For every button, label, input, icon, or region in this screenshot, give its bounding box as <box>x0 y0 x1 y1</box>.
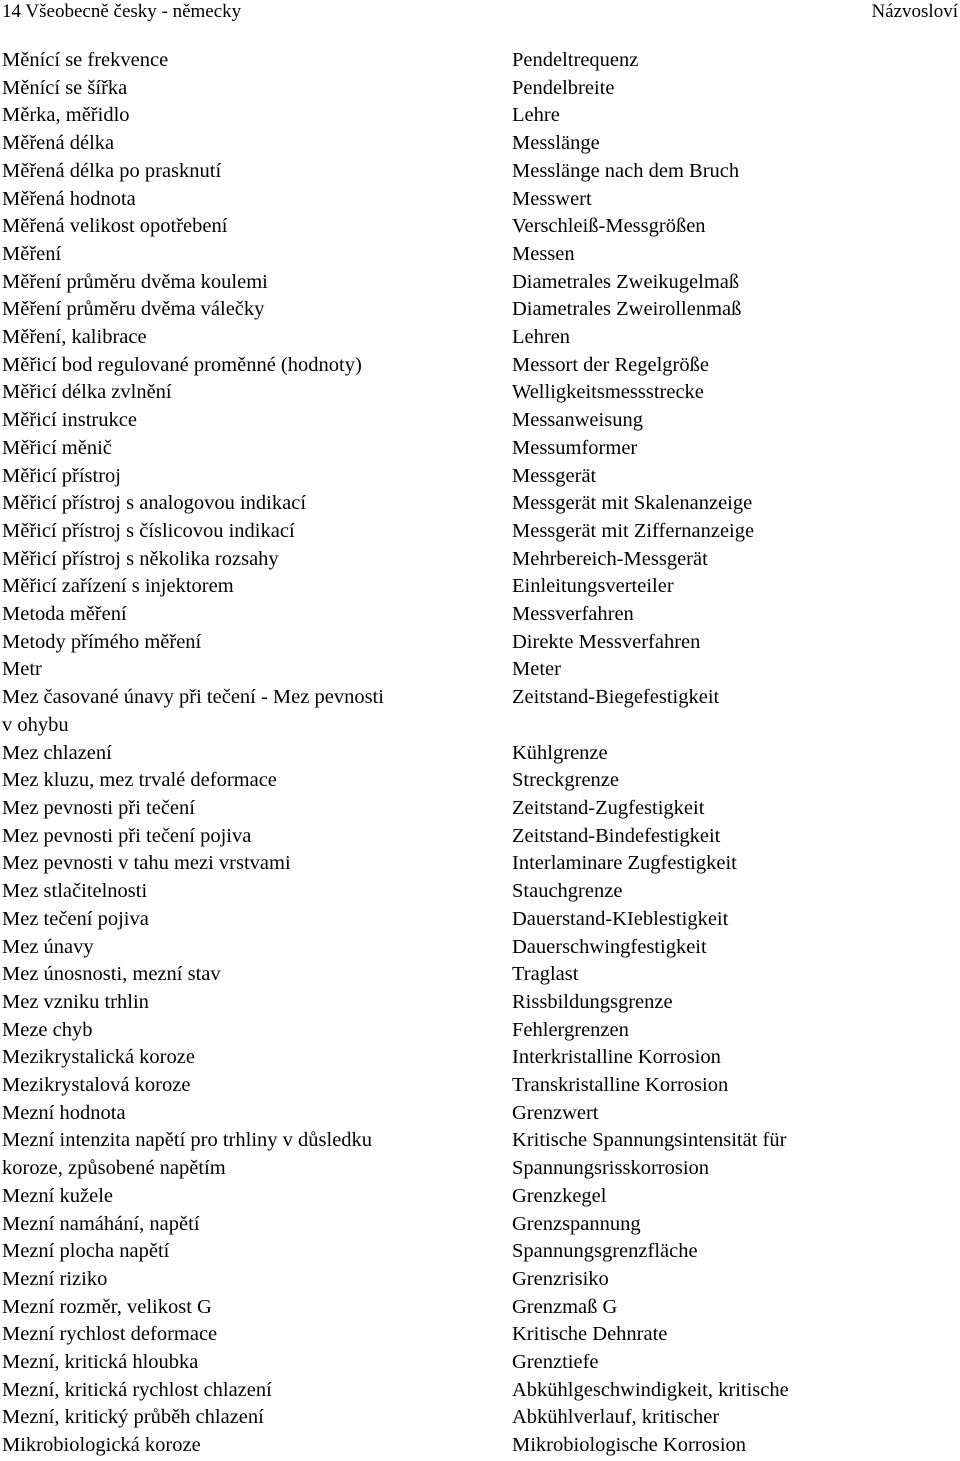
german-term-line: Meter <box>512 658 561 681</box>
german-term <box>512 1044 960 1072</box>
czech-term <box>0 1266 512 1294</box>
german-term <box>512 795 960 823</box>
czech-term <box>0 1377 512 1405</box>
czech-term-line: Měřicí délka zvlnění <box>2 381 172 404</box>
german-term-line: Lehren <box>512 326 571 349</box>
german-term <box>512 435 960 463</box>
czech-term-line: Mezní hodnota <box>2 1101 126 1124</box>
german-term <box>512 241 960 269</box>
german-term <box>512 1404 960 1432</box>
czech-term <box>0 1127 512 1182</box>
czech-term-line: Mez únavy <box>2 935 94 958</box>
czech-term-line: Mez vzniku trhlin <box>2 990 149 1013</box>
german-term-line: Messgerät mit Skalenanzeige <box>512 492 753 515</box>
czech-term-line: Mez pevnosti při tečení pojiva <box>2 824 252 847</box>
german-term-line: Grenzmaß G <box>512 1295 618 1318</box>
czech-term <box>0 1211 512 1239</box>
german-term <box>512 296 960 324</box>
glossary-row <box>0 1377 960 1405</box>
glossary-row <box>0 75 960 103</box>
german-term-line: Direkte Messverfahren <box>512 630 701 653</box>
czech-term-line: Mez kluzu, mez trvalé deformace <box>2 769 277 792</box>
german-term <box>512 1072 960 1100</box>
czech-term <box>0 352 512 380</box>
czech-term <box>0 490 512 518</box>
czech-term <box>0 961 512 989</box>
german-term <box>512 1127 960 1182</box>
glossary-row <box>0 656 960 684</box>
german-term-line: Messgerät <box>512 464 597 487</box>
german-term-line: Interkristalline Korrosion <box>512 1046 721 1069</box>
german-term-line: Diametrales Zweirollenmaß <box>512 298 742 321</box>
czech-term <box>0 684 512 739</box>
glossary-row <box>0 1349 960 1377</box>
czech-term <box>0 1044 512 1072</box>
czech-term <box>0 1238 512 1266</box>
german-term <box>512 1349 960 1377</box>
czech-term-line: Metr <box>2 658 42 681</box>
german-term <box>512 1432 960 1460</box>
german-term <box>512 1266 960 1294</box>
czech-term <box>0 47 512 75</box>
czech-term <box>0 1432 512 1460</box>
german-term <box>512 213 960 241</box>
czech-term-line: Mezní intenzita napětí pro trhliny v důsledku <box>2 1129 373 1152</box>
czech-term <box>0 878 512 906</box>
czech-term <box>0 1294 512 1322</box>
czech-term <box>0 823 512 851</box>
glossary-row <box>0 269 960 297</box>
german-term-line: Messwert <box>512 187 592 210</box>
german-term-line: Abkühlverlauf, kritischer <box>512 1406 720 1429</box>
czech-term-line: Mez stlačitelnosti <box>2 880 148 903</box>
german-term-line <box>512 712 960 740</box>
czech-term-line: Měnící se frekvence <box>2 49 169 71</box>
german-term-line: Messen <box>512 242 575 265</box>
german-term-line: Interlaminare Zugfestigkeit <box>512 852 737 875</box>
czech-term-line: Měření <box>2 242 62 265</box>
german-term <box>512 130 960 158</box>
german-term <box>512 823 960 851</box>
czech-term-line: Mezikrystalová koroze <box>2 1074 191 1097</box>
czech-term-line: Měřicí přístroj <box>2 464 121 487</box>
czech-term <box>0 1349 512 1377</box>
page-header-title: 14 Všeobecně česky - německy <box>2 1 242 22</box>
german-term-line: Stauchgrenze <box>512 880 623 903</box>
czech-term <box>0 158 512 186</box>
glossary-row <box>0 379 960 407</box>
german-term-line: Kritische Dehnrate <box>512 1323 668 1346</box>
glossary-row <box>0 740 960 768</box>
german-term-line: Grenzkegel <box>512 1184 607 1207</box>
german-term <box>512 75 960 103</box>
czech-term <box>0 130 512 158</box>
czech-term <box>0 75 512 103</box>
glossary-row <box>0 878 960 906</box>
german-term <box>512 102 960 130</box>
czech-term <box>0 1100 512 1128</box>
czech-term <box>0 1017 512 1045</box>
german-term-line: Messgerät mit Ziffernanzeige <box>512 519 755 542</box>
glossary-row <box>0 241 960 269</box>
glossary-row <box>0 435 960 463</box>
czech-term-line: Mezní, kritická rychlost chlazení <box>2 1378 272 1401</box>
page-header <box>0 0 960 24</box>
glossary-row <box>0 1100 960 1128</box>
glossary-row <box>0 130 960 158</box>
german-term-line: Messumformer <box>512 436 638 459</box>
czech-term-line: Měřicí přístroj s číslicovou indikací <box>2 519 295 542</box>
german-term <box>512 1017 960 1045</box>
glossary-row <box>0 1266 960 1294</box>
glossary-row <box>0 629 960 657</box>
glossary-row <box>0 1211 960 1239</box>
german-term-line: Mikrobiologische Korrosion <box>512 1434 747 1457</box>
czech-term-line: koroze, způsobené napětím <box>2 1157 226 1180</box>
german-term <box>512 186 960 214</box>
glossary-row <box>0 1072 960 1100</box>
czech-term <box>0 407 512 435</box>
czech-term-line: Měřicí měnič <box>2 436 112 459</box>
czech-term <box>0 379 512 407</box>
czech-term-line: Měřená hodnota <box>2 187 136 210</box>
czech-term-line: Mezní rychlost deformace <box>2 1323 218 1346</box>
german-term <box>512 740 960 768</box>
glossary-row <box>0 102 960 130</box>
czech-term <box>0 213 512 241</box>
czech-term-line: Měřená délka <box>2 132 115 155</box>
german-term-line: Dauerstand-KIeblestigkeit <box>512 907 729 930</box>
glossary-row <box>0 767 960 795</box>
czech-term-line: Mezní, kritická hloubka <box>2 1351 199 1374</box>
glossary-row <box>0 546 960 574</box>
german-term <box>512 1238 960 1266</box>
german-term <box>512 573 960 601</box>
german-term <box>512 463 960 491</box>
glossary-row <box>0 1044 960 1072</box>
glossary-row <box>0 989 960 1017</box>
german-term <box>512 989 960 1017</box>
czech-term-line: Mez chlazení <box>2 741 112 764</box>
page-header-section: Názvosloví <box>871 1 958 22</box>
german-term <box>512 269 960 297</box>
czech-term <box>0 546 512 574</box>
czech-term-line: Měřicí instrukce <box>2 409 137 432</box>
glossary-row <box>0 213 960 241</box>
czech-term-line: Mez pevnosti při tečení <box>2 796 195 819</box>
czech-term-line: Měření průměru dvěma koulemi <box>2 270 268 293</box>
czech-term <box>0 435 512 463</box>
czech-term-line: Měření průměru dvěma válečky <box>2 298 265 321</box>
german-term-line: Messanweisung <box>512 409 643 432</box>
czech-term-line: Mezní riziko <box>2 1267 108 1290</box>
czech-term <box>0 795 512 823</box>
german-term-line: Traglast <box>512 963 579 986</box>
glossary-row <box>0 1127 960 1182</box>
czech-term <box>0 463 512 491</box>
czech-term-line: Mez časované únavy při tečení - Mez pevnosti <box>2 686 384 709</box>
glossary-row <box>0 518 960 546</box>
czech-term-line: Měřená velikost opotřebení <box>2 215 228 238</box>
czech-term <box>0 241 512 269</box>
czech-term <box>0 1072 512 1100</box>
german-term <box>512 601 960 629</box>
czech-term-line: Měřicí bod regulované proměnné (hodnoty) <box>2 353 362 376</box>
glossary-row <box>0 850 960 878</box>
czech-term <box>0 850 512 878</box>
german-term <box>512 850 960 878</box>
german-term <box>512 1377 960 1405</box>
german-term-line: Rissbildungsgrenze <box>512 990 673 1013</box>
czech-term-line: Měřicí zařízení s injektorem <box>2 575 234 598</box>
glossary-row <box>0 573 960 601</box>
glossary-table <box>0 47 960 1460</box>
german-term <box>512 961 960 989</box>
german-term-line: Transkristalline Korrosion <box>512 1074 729 1097</box>
german-term <box>512 767 960 795</box>
czech-term <box>0 1404 512 1432</box>
german-term <box>512 629 960 657</box>
czech-term-line: Mikrobiologická koroze <box>2 1434 201 1457</box>
german-term-line: Grenzrisiko <box>512 1267 609 1290</box>
czech-term <box>0 1321 512 1349</box>
czech-term <box>0 934 512 962</box>
german-term-line: Verschleiß-Messgrößen <box>512 215 706 238</box>
german-term-line: Dauerschwingfestigkeit <box>512 935 707 958</box>
czech-term <box>0 1183 512 1211</box>
german-term <box>512 1321 960 1349</box>
german-term-line: Spannungsgrenzfläche <box>512 1240 698 1263</box>
glossary-row <box>0 1017 960 1045</box>
german-term-line: Grenzwert <box>512 1101 599 1124</box>
german-term-line: Diametrales Zweikugelmaß <box>512 270 740 293</box>
czech-term <box>0 906 512 934</box>
glossary-row <box>0 47 960 75</box>
czech-term-line: Mezní plocha napětí <box>2 1240 170 1263</box>
german-term <box>512 1211 960 1239</box>
german-term <box>512 906 960 934</box>
czech-term <box>0 518 512 546</box>
glossary-row <box>0 324 960 352</box>
german-term <box>512 158 960 186</box>
german-term-line: Mehrbereich-Messgerät <box>512 547 708 570</box>
german-term <box>512 352 960 380</box>
german-term <box>512 47 960 75</box>
german-term-line: Spannungsrisskorrosion <box>512 1157 710 1180</box>
german-term <box>512 684 960 739</box>
glossary-row <box>0 1238 960 1266</box>
german-term-line: Messlänge nach dem Bruch <box>512 159 740 182</box>
czech-term-line: Metoda měření <box>2 603 127 626</box>
german-term <box>512 407 960 435</box>
german-term-line: Kritische Spannungsintensität für <box>512 1129 787 1152</box>
german-term <box>512 490 960 518</box>
czech-term <box>0 102 512 130</box>
czech-term <box>0 573 512 601</box>
german-term-line: Pendelbreite <box>512 76 615 99</box>
czech-term-line: Měrka, měřidlo <box>2 104 130 127</box>
czech-term <box>0 269 512 297</box>
german-term <box>512 1100 960 1128</box>
glossary-row <box>0 795 960 823</box>
german-term <box>512 934 960 962</box>
czech-term <box>0 740 512 768</box>
german-term-line: Messlänge <box>512 132 600 155</box>
czech-term <box>0 186 512 214</box>
german-term-line: Welligkeitsmessstrecke <box>512 381 704 404</box>
czech-term <box>0 296 512 324</box>
glossary-row <box>0 684 960 739</box>
glossary-row <box>0 1432 960 1460</box>
german-term <box>512 324 960 352</box>
german-term <box>512 656 960 684</box>
czech-term-line: Měřená délka po prasknutí <box>2 159 222 182</box>
czech-term-line: Mezní kužele <box>2 1184 113 1207</box>
czech-term-line: Mezní rozměr, velikost G <box>2 1295 212 1318</box>
glossary-row <box>0 490 960 518</box>
german-term-line: Fehlergrenzen <box>512 1018 629 1041</box>
german-term-line: Zeitstand-Biegefestigkeit <box>512 686 720 709</box>
czech-term-line: Mezikrystalická koroze <box>2 1046 195 1069</box>
german-term-line: Grenztiefe <box>512 1351 599 1374</box>
german-term-line: Messort der Regelgröße <box>512 353 709 376</box>
glossary-row <box>0 463 960 491</box>
glossary-row <box>0 1294 960 1322</box>
german-term-line: Einleitungsverteiler <box>512 575 674 598</box>
glossary-row <box>0 823 960 851</box>
czech-term <box>0 324 512 352</box>
czech-term <box>0 656 512 684</box>
glossary-row <box>0 1183 960 1211</box>
czech-term-line: Mezní namáhání, napětí <box>2 1212 200 1235</box>
glossary-row <box>0 352 960 380</box>
glossary-row <box>0 158 960 186</box>
czech-term-line: v ohybu <box>2 713 69 736</box>
czech-term <box>0 601 512 629</box>
czech-term-line: Metody přímého měření <box>2 630 202 653</box>
glossary-row <box>0 407 960 435</box>
czech-term-line: Mez únosnosti, mezní stav <box>2 963 221 986</box>
german-term-line: Lehre <box>512 104 560 127</box>
german-term <box>512 379 960 407</box>
czech-term-line: Mezní, kritický průběh chlazení <box>2 1406 264 1429</box>
german-term-line: Kühlgrenze <box>512 741 608 764</box>
czech-term <box>0 989 512 1017</box>
czech-term-line: Mez pevnosti v tahu mezi vrstvami <box>2 852 291 875</box>
german-term <box>512 518 960 546</box>
german-term-line: Abkühlgeschwindigkeit, kritische <box>512 1378 789 1401</box>
glossary-row <box>0 934 960 962</box>
german-term-line: Zeitstand-Bindefestigkeit <box>512 824 721 847</box>
czech-term-line: Měnící se šířka <box>2 76 128 99</box>
czech-term-line: Měření, kalibrace <box>2 326 147 349</box>
german-term <box>512 1294 960 1322</box>
glossary-row <box>0 1404 960 1432</box>
german-term-line: Pendeltrequenz <box>512 49 639 71</box>
czech-term-line: Měřicí přístroj s několika rozsahy <box>2 547 279 570</box>
czech-term-line: Měřicí přístroj s analogovou indikací <box>2 492 307 515</box>
german-term-line: Grenzspannung <box>512 1212 641 1235</box>
glossary-row <box>0 1321 960 1349</box>
czech-term-line: Meze chyb <box>2 1018 93 1041</box>
german-term <box>512 546 960 574</box>
glossary-row <box>0 906 960 934</box>
glossary-row <box>0 961 960 989</box>
glossary-row <box>0 296 960 324</box>
glossary-row <box>0 601 960 629</box>
german-term <box>512 1183 960 1211</box>
german-term-line: Streckgrenze <box>512 769 619 792</box>
czech-term <box>0 767 512 795</box>
czech-term <box>0 629 512 657</box>
german-term-line: Zeitstand-Zugfestigkeit <box>512 796 705 819</box>
german-term <box>512 878 960 906</box>
glossary-row <box>0 186 960 214</box>
czech-term-line: Mez tečení pojiva <box>2 907 149 930</box>
german-term-line: Messverfahren <box>512 603 634 626</box>
